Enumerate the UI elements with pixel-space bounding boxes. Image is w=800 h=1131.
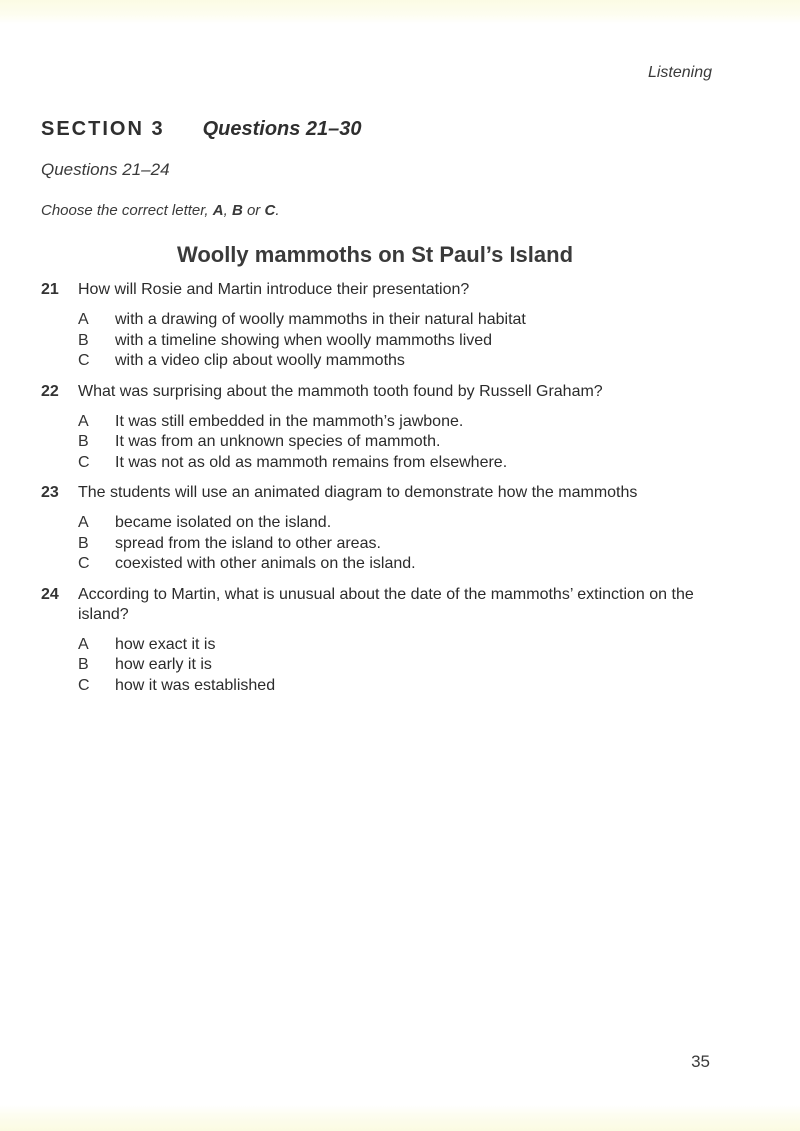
bottom-page-band — [0, 1105, 800, 1131]
section-title: SECTION 3 — [41, 118, 165, 140]
option-list — [78, 635, 721, 697]
question-text: How will Rosie and Martin introduce their presentation? — [78, 281, 470, 298]
top-page-band — [0, 0, 800, 24]
instruction-letter-c: C — [264, 202, 276, 219]
topic-title: Woolly mammoths on St Paul’s Island — [176, 242, 574, 267]
running-header: Listening — [647, 64, 712, 81]
option-letter: A — [78, 514, 89, 531]
option-text: how it was established — [115, 676, 276, 694]
option-b — [78, 432, 721, 453]
option-letter: B — [78, 656, 89, 673]
option-text: how exact it is — [115, 635, 216, 653]
instruction-text — [41, 202, 280, 219]
question-number: 24 — [41, 585, 59, 603]
instruction-sep-2: or — [242, 202, 265, 219]
option-a — [78, 513, 721, 534]
option-a — [78, 635, 721, 656]
option-text: how early it is — [115, 656, 212, 673]
option-list — [78, 513, 721, 575]
question-24 — [41, 585, 721, 697]
question-range: Questions 21–30 — [202, 118, 362, 140]
question-number: 22 — [41, 382, 59, 400]
instruction-prefix: Choose the correct letter, — [41, 202, 213, 219]
option-text: It was from an unknown species of mammoth. — [115, 433, 441, 450]
option-letter: A — [78, 412, 89, 430]
question-text: According to Martin, what is unusual about the date of the mammoths’ extinction on the island? — [78, 585, 694, 623]
option-text: with a timeline showing when woolly mammoths lived — [115, 331, 493, 349]
questions-subheading: Questions 21–24 — [41, 160, 170, 179]
option-letter: B — [78, 534, 89, 552]
option-c — [78, 554, 721, 575]
option-a — [78, 412, 721, 433]
option-letter: C — [78, 555, 90, 572]
option-list — [78, 412, 721, 474]
option-text: became isolated on the island. — [115, 514, 332, 531]
instruction-letter-b: B — [231, 202, 243, 219]
option-b — [78, 655, 721, 676]
option-b — [78, 331, 721, 352]
question-text: The students will use an animated diagram to demonstrate how the mammoths — [78, 484, 638, 501]
instruction-sep-1: , — [223, 202, 232, 219]
option-a — [78, 310, 721, 331]
option-c — [78, 676, 721, 697]
option-c — [78, 453, 721, 474]
option-list — [78, 310, 721, 372]
option-text: spread from the island to other areas. — [115, 534, 381, 552]
option-letter: C — [78, 676, 90, 694]
option-letter: A — [78, 311, 89, 328]
option-text: It was not as old as mammoth remains from elsewhere. — [115, 453, 508, 471]
option-text: coexisted with other animals on the island. — [115, 555, 416, 572]
option-text: with a drawing of woolly mammoths in their natural habitat — [115, 311, 526, 328]
option-b — [78, 534, 721, 555]
question-number: 21 — [41, 281, 59, 298]
option-text: It was still embedded in the mammoth’s jawbone. — [115, 412, 464, 430]
option-letter: B — [78, 433, 89, 450]
section-heading — [41, 118, 362, 141]
question-21 — [41, 280, 721, 372]
option-letter: B — [78, 331, 89, 349]
question-list — [41, 280, 721, 706]
instruction-suffix: . — [275, 202, 280, 219]
question-23 — [41, 483, 721, 575]
question-22 — [41, 382, 721, 474]
option-letter: A — [78, 635, 89, 653]
question-text: What was surprising about the mammoth tooth found by Russell Graham? — [78, 382, 603, 400]
page-number: 35 — [691, 1052, 710, 1071]
option-c — [78, 351, 721, 372]
instruction-letter-a: A — [212, 202, 224, 219]
option-text: with a video clip about woolly mammoths — [115, 352, 405, 369]
option-letter: C — [78, 453, 90, 471]
option-letter: C — [78, 352, 90, 369]
question-number: 23 — [41, 484, 59, 501]
